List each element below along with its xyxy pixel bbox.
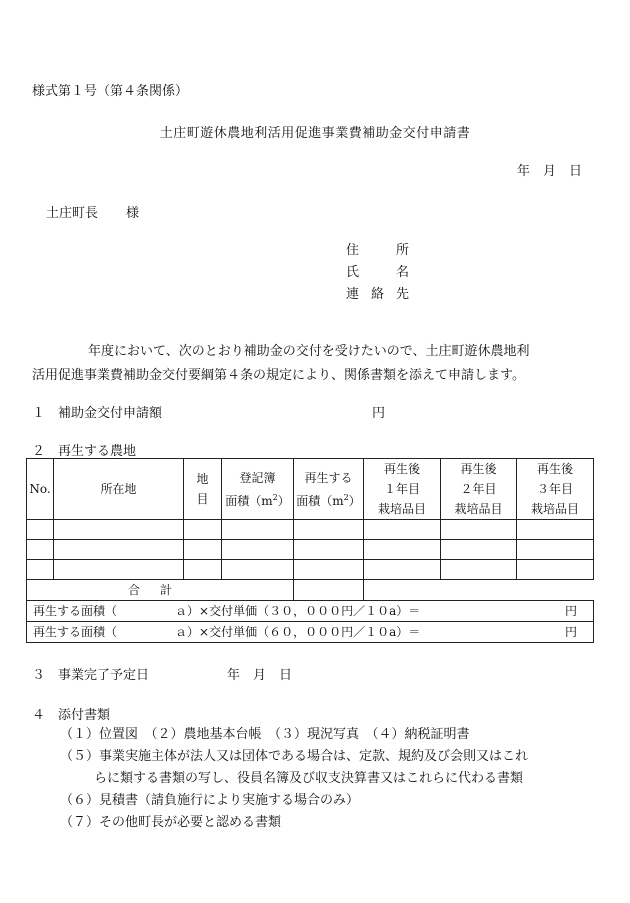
header-year2-crop: 再生後 ２年目 栽培品目 (441, 459, 517, 520)
table-header-row (27, 459, 594, 520)
table-cell[interactable] (27, 560, 54, 580)
document-title: 土庄町遊休農地利活用促進事業費補助金交付申請書 (159, 126, 471, 141)
table-cell[interactable] (441, 560, 517, 580)
list-item: （７）その他町長が必要と認める書類 (60, 815, 282, 830)
table-cell[interactable] (441, 540, 517, 560)
application-statement (32, 340, 602, 388)
table-cell[interactable] (364, 560, 441, 580)
header-registered-area: 登記簿 面積$(m^2)$ (222, 459, 294, 520)
section-1-label: １ 補助金交付申請額 (32, 406, 163, 421)
header-year3-crop: 再生後 ３年目 栽培品目 (517, 459, 594, 520)
list-item: （６）見積書（請負施行により実施する場合のみ） (60, 793, 360, 808)
header-location: 所在地 (54, 459, 184, 520)
total-area-cell[interactable] (294, 580, 364, 601)
section-3-date: 年 月 日 (227, 668, 293, 683)
table-cell[interactable] (184, 540, 222, 560)
table-cell[interactable] (294, 520, 364, 540)
total-label: 合計 (27, 580, 294, 601)
applicant-name-label: 氏 名 (346, 265, 422, 280)
table-cell[interactable] (27, 520, 54, 540)
table-cell[interactable] (222, 520, 294, 540)
table-row (27, 560, 594, 580)
table-cell[interactable] (294, 560, 364, 580)
section-4-label: ４ 添付書類 (32, 708, 111, 723)
addressee-name: 土庄町長 (46, 206, 99, 221)
section-2-label: ２ 再生する農地 (32, 444, 137, 459)
form-number: 様式第１号（第４条関係） (32, 84, 189, 99)
table-cell[interactable] (517, 540, 594, 560)
addressee (46, 202, 139, 221)
table-cell[interactable] (517, 520, 594, 540)
table-cell[interactable] (54, 520, 184, 540)
table-cell[interactable] (517, 560, 594, 580)
statement-line-2: 活用促進事業費補助金交付要綱第４条の規定により、関係書類を添えて申請します。 (32, 368, 525, 383)
table-total-row (27, 580, 594, 601)
addressee-honorific: 様 (126, 206, 140, 221)
table-cell[interactable] (54, 560, 184, 580)
statement-line-1: 年度において、次のとおり補助金の交付を受けたいので、土庄町遊休農地利 (88, 344, 530, 359)
list-item: らに類する書類の写し、役員名簿及び収支決算書又はこれらに代わる書類 (94, 771, 524, 786)
header-land-category: 地 目 (184, 459, 222, 520)
farmland-table (26, 458, 594, 643)
table-cell[interactable] (294, 540, 364, 560)
calc-row-30000: 再生する面積（ ａ）×交付単価（３０，０００円／１０a）＝ 円 (27, 601, 594, 622)
table-cell[interactable] (364, 540, 441, 560)
header-no: No. (27, 459, 54, 520)
header-year1-crop: 再生後 １年目 栽培品目 (364, 459, 441, 520)
attachments-list (60, 724, 528, 834)
table-cell[interactable] (54, 540, 184, 560)
table-cell[interactable] (184, 560, 222, 580)
table-row (27, 520, 594, 540)
table-cell[interactable] (364, 520, 441, 540)
applicant-address-label: 住 所 (346, 243, 422, 258)
section-1-amount (32, 402, 385, 421)
calc-row-60000: 再生する面積（ ａ）×交付単価（６０，０００円／１０a）＝ 円 (27, 622, 594, 643)
calc-2-unit: 円 (564, 625, 577, 639)
table-cell[interactable] (184, 520, 222, 540)
list-item: （１）位置図 （２）農地基本台帳 （３）現況写真 （４）納税証明書 (60, 727, 470, 742)
applicant-block (346, 240, 421, 306)
header-restored-area: 再生する 面積$(m^2)$ (294, 459, 364, 520)
table-cell[interactable] (27, 540, 54, 560)
table-cell[interactable] (222, 540, 294, 560)
application-date: 年 月 日 (516, 164, 582, 179)
section-3-completion-date (32, 664, 292, 683)
applicant-contact-label: 連絡先 (346, 287, 422, 302)
list-item: （５）事業実施主体が法人又は団体である場合は、定款、規約及び会則又はこれ (60, 749, 529, 764)
section-3-label: ３ 事業完了予定日 (32, 668, 150, 683)
total-blank (364, 580, 594, 601)
calc-1-unit: 円 (564, 604, 577, 618)
table-cell[interactable] (441, 520, 517, 540)
section-1-unit: 円 (372, 406, 386, 421)
table-row (27, 540, 594, 560)
table-cell[interactable] (222, 560, 294, 580)
